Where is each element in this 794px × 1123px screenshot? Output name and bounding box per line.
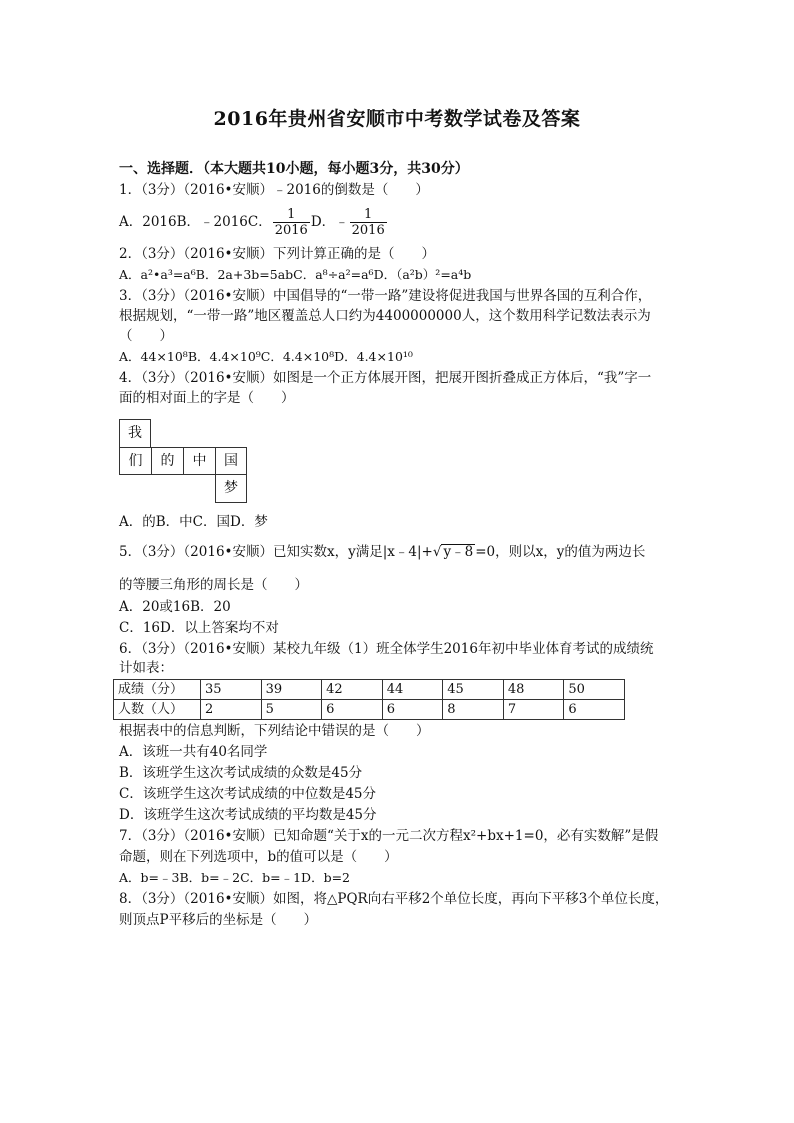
q1-options-text: A．2016B．﹣2016C． xyxy=(119,214,272,230)
q4-line2: 面的相对面上的字是（ ） xyxy=(119,390,295,406)
q3-line1: 3．（3分）（2016•安顺）中国倡导的“一带一路”建设将促进我国与世界各国的互利合作， xyxy=(119,288,652,304)
net-cell-zhong: 中 xyxy=(183,447,215,475)
q8-line1: 8．（3分）（2016•安顺）如图，将△PQR向右平移2个单位长度，再向下平移3个单位长度， xyxy=(119,891,669,907)
sqrt-sign-icon: √ xyxy=(432,544,442,560)
table-cell: 7 xyxy=(503,700,564,720)
q6-option-c: C．该班学生这次考试成绩的中位数是45分 xyxy=(119,786,377,802)
table-cell: 2 xyxy=(201,700,262,720)
q6-line2: 计如表： xyxy=(119,660,173,676)
section-heading: 一、选择题．（本大题共10小题，每小题3分，共30分） xyxy=(119,161,469,177)
q8-line2: 则顶点P平移后的坐标是（ ） xyxy=(119,912,318,928)
table-cell: 39 xyxy=(261,680,322,700)
net-cell-de: 的 xyxy=(151,447,183,475)
q1-option-d-label: D．﹣ xyxy=(310,214,349,230)
q4-options: A．的B．中C．国D．梦 xyxy=(119,514,268,530)
table-row xyxy=(114,680,625,700)
q2-options: A．a²•a³=a⁶B．2a+3b=5abC．a⁸÷a²=a⁶D．（a²b）²=a⁴b xyxy=(119,267,472,282)
q3-line2: 根据规划，“一带一路”地区覆盖总人口约为4400000000人，这个数用科学记数法表示为 xyxy=(119,308,651,324)
q6-after-table: 根据表中的信息判断，下列结论中错误的是（ ） xyxy=(119,723,430,739)
fraction-denominator: 2016 xyxy=(274,223,308,238)
q5-root-expression: y﹣8 xyxy=(443,544,474,560)
q1-options xyxy=(119,205,388,239)
table-cell: 8 xyxy=(443,700,504,720)
q5-options-2: C．16D．以上答案均不对 xyxy=(119,620,279,636)
table-cell: 人数（人） xyxy=(114,700,201,720)
fraction-numerator: 1 xyxy=(350,207,387,223)
q6-line1: 6．（3分）（2016•安顺）某校九年级（1）班全体学生2016年初中毕业体育考试的成绩统 xyxy=(119,641,654,657)
q4-line1: 4．（3分）（2016•安顺）如图是一个正方体展开图，把展开图折叠成正方体后，“我”字一 xyxy=(119,370,652,386)
table-cell: 42 xyxy=(322,680,383,700)
table-cell: 44 xyxy=(382,680,443,700)
table-row xyxy=(114,700,625,720)
q5-stem-end: =0，则以x，y的值为两边长 xyxy=(475,544,646,560)
net-cell-wo: 我 xyxy=(119,419,151,447)
table-cell: 成绩（分） xyxy=(114,680,201,700)
cube-net-figure xyxy=(119,419,251,503)
q1-fraction-d xyxy=(350,207,387,238)
q3-options: A．44×10⁸B．4.4×10⁹C．4.4×10⁸D．4.4×10¹⁰ xyxy=(119,349,413,364)
net-cell-men: 们 xyxy=(119,447,151,475)
q5-line2: 的等腰三角形的周长是（ ） xyxy=(119,577,308,593)
fraction-denominator: 2016 xyxy=(351,223,385,238)
q6-option-d: D．该班学生这次考试成绩的平均数是45分 xyxy=(119,807,377,823)
table-cell: 6 xyxy=(564,700,625,720)
q7-line1: 7．（3分）（2016•安顺）已知命题“关于x的一元二次方程x²+bx+1=0，必有实数解”是假 xyxy=(119,828,659,844)
q1-stem: 1．（3分）（2016•安顺）﹣2016的倒数是（ ） xyxy=(119,182,429,198)
table-cell: 35 xyxy=(201,680,262,700)
q2-stem: 2．（3分）（2016•安顺）下列计算正确的是（ ） xyxy=(119,246,435,262)
net-cell-meng: 梦 xyxy=(215,475,247,503)
table-cell: 48 xyxy=(503,680,564,700)
q7-line2: 命题，则在下列选项中，b的值可以是（ ） xyxy=(119,849,398,865)
page-title: 2016年贵州省安顺市中考数学试卷及答案 xyxy=(213,108,581,130)
table-cell: 6 xyxy=(322,700,383,720)
q5-line1 xyxy=(119,539,645,565)
net-cell-guo: 国 xyxy=(215,447,247,475)
table-cell: 45 xyxy=(443,680,504,700)
table-cell: 6 xyxy=(382,700,443,720)
q3-line3: （ ） xyxy=(119,328,173,344)
q6-option-b: B．该班学生这次考试成绩的众数是45分 xyxy=(119,765,363,781)
table-cell: 5 xyxy=(261,700,322,720)
q5-abs-expression: |x﹣4|+ xyxy=(382,544,433,560)
score-table xyxy=(113,679,625,720)
q5-stem-start: 5．（3分）（2016•安顺）已知实数x，y满足 xyxy=(119,544,383,560)
q7-options: A．b=﹣3B．b=﹣2C．b=﹣1D．b=2 xyxy=(119,870,351,885)
q1-fraction-c xyxy=(273,207,310,238)
fraction-numerator: 1 xyxy=(273,207,310,223)
q6-option-a: A．该班一共有40名同学 xyxy=(119,744,268,760)
q5-options-1: A．20或16B．20 xyxy=(119,599,231,615)
table-cell: 50 xyxy=(564,680,625,700)
